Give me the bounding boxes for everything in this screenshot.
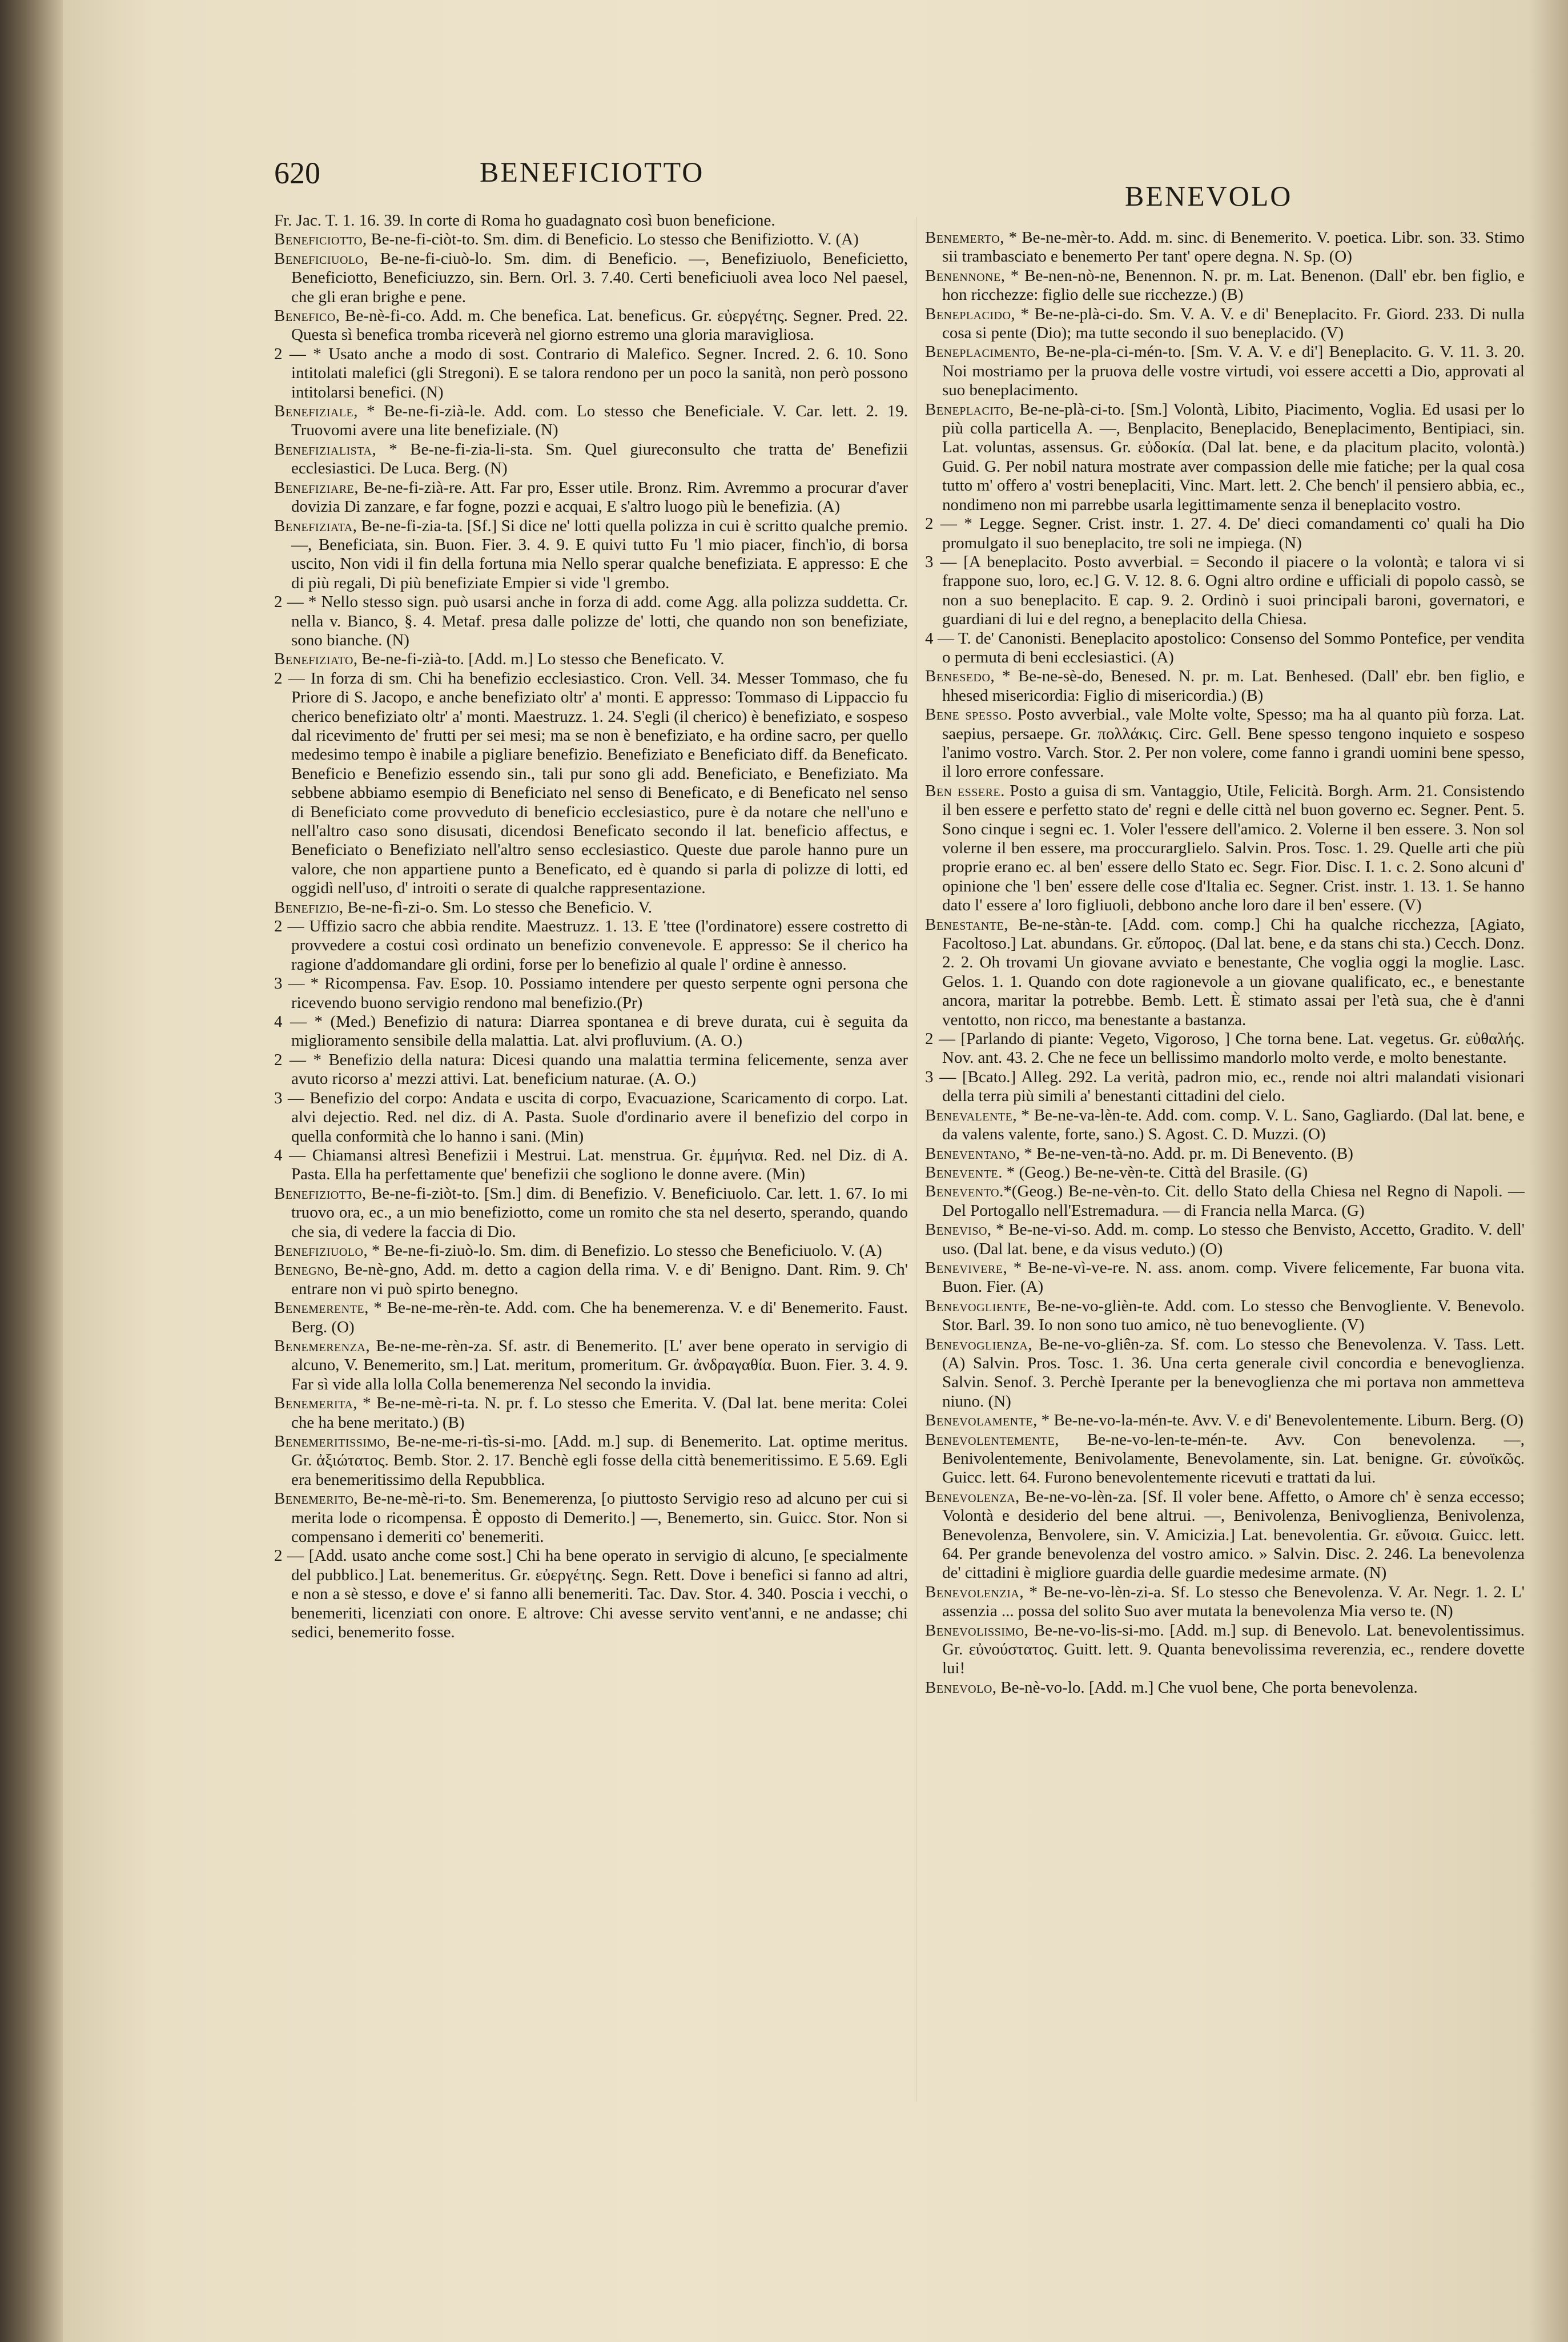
entry-headword: Benevolentemente: [925, 1430, 1055, 1449]
dictionary-entry: [925, 400, 1525, 515]
entry-text: 2 — * Legge. Segner. Crist. instr. 1. 27. 4. De' dieci comandamenti co' quali ha Dio promulgato il suo beneplacito, tre soli ne impiega. (N): [925, 515, 1525, 552]
entry-headword: Beneplacido: [925, 304, 1011, 323]
entry-headword: Benemeritissimo: [274, 1432, 386, 1451]
dictionary-entry: [274, 1241, 908, 1260]
entry-text: , * Be-ne-va-lèn-te. Add. com. comp. V. L. Sano, Gagliardo. (Dal lat. bene, e da valens valente, forte, sano.) S. Agost. C. D. Muzzi. (O): [942, 1106, 1525, 1144]
entry-text: 4 — * (Med.) Benefizio di natura: Diarrea spontanea e di breve durata, cui è seguita da miglioramento sensibile della malattia. Lat. alvi profluvium. (A. O.): [274, 1013, 908, 1050]
entry-text: , Be-ne-fi-ziòt-to. [Sm.] dim. di Benefizio. V. Beneficiuolo. Car. lett. 1. 67. Io mi truovo ora, ec., a un mio benefiziotto, come un romito che sta nel deserto, sperando, quando che sia, di vedere la faccia di Dio.: [291, 1184, 908, 1241]
dictionary-entry: [274, 516, 908, 593]
dictionary-entry: [925, 1144, 1525, 1163]
entry-text: 2 — [Parlando di piante: Vegeto, Vigoroso, ] Che torna bene. Lat. vegetus. Gr. εὐθαλής. Nov. ant. 43. 2. Che ne fece un bellissimo mandorlo molto verde, e molto benestante.: [925, 1030, 1525, 1067]
entry-headword: Beneplacimento: [925, 343, 1036, 361]
dictionary-entry: [925, 304, 1525, 343]
dictionary-entry: [925, 1582, 1525, 1621]
entry-headword: Benefico: [274, 307, 336, 326]
book-gutter-shadow: [0, 0, 63, 2342]
entry-headword: Benevolamente: [925, 1411, 1034, 1430]
right-column: [925, 228, 1525, 2124]
dictionary-entry: [925, 667, 1525, 705]
entry-headword: Benefizialista: [274, 440, 372, 459]
entry-text: , Be-ne-stàn-te. [Add. com. comp.] Chi ha qualche ricchezza, [Agiato, Facoltoso.] Lat. abundans. Gr. εὔπορος. (Dal lat. bene, e da stans chi sta.) Cecch. Donz. 2. 2. Oh trovami Un giovane avviato e benestante, Che voglia oggi la moglie. Lasc. Gelos. 1. 1. Quando con dote ragionevole a un giovane qualificato, ec., e benestante ancora, maritar la potrebbe. Bemb. Lett. È stimato assai per l'età sua, che è d'anni ventotto, non ricco, ma benestante a bastanza.: [942, 915, 1525, 1029]
left-running-head: BENEFICIOTTO: [480, 156, 705, 188]
entry-text: , Be-ne-fi-zià-re. Att. Far pro, Esser utile. Bronz. Rim. Avremmo a procurar d'aver dovizia Di zanzare, e far fogne, pozzi e acquai, E s'altro luogo più le benefizia. (A): [291, 478, 908, 516]
dictionary-entry: [274, 1546, 908, 1642]
entry-text: 3 — * Ricompensa. Fav. Esop. 10. Possiamo intendere per questo serpente ogni persona che ricevendo buono servigio rendono mal benefizio.(Pr): [274, 974, 908, 1012]
dictionary-entry: [925, 343, 1525, 400]
entry-headword: Benestante: [925, 915, 1004, 934]
entry-text: , Be-ne-vo-gliên-za. Sf. com. Lo stesso che Benevolenza. V. Tass. Lett. (A) Salvin. Pros. Tosc. 1. 36. Una certa generale civil concordia e benevoglienza. Salvin. Senof. 3. Perchè Iperante per la benevoglienza che mi portava non ammetteva niuno. (N): [942, 1335, 1525, 1411]
entry-headword: Benemerito: [274, 1489, 354, 1508]
left-column: [274, 211, 908, 2107]
entry-text: , * Be-ne-fi-zià-le. Add. com. Lo stesso che Beneficiale. V. Car. lett. 2. 19. Truovomi avere una lite benefiziale. (N): [291, 402, 908, 440]
entry-text: , Be-ne-plà-ci-to. [Sm.] Volontà, Libito, Piacimento, Voglia. Ed usasi per lo più colla particella A. —, Benplacito, Beneplacido, Beneplacimento, Bentipiaci, sin. Lat. voluntas, assensus. Gr. εὐδοκία. (Dal lat. bene, e da placitum placito, volontà.) Guid. G. Per nobil natura mostrate aver compassion delle mie fatiche; per la qual cosa tutto m' offero a' vostri beneplaciti, Vinc. Mart. lett. 2. Che bench' il pensiero abbia, ec., nondimeno non mi parrebbe usarla legittimamente senza il beneplacito vostro.: [942, 400, 1525, 514]
entry-text: , Be-ne-fi-zià-to. [Add. m.] Lo stesso che Beneficato. V.: [353, 650, 725, 669]
entry-text: 2 — * Benefizio della natura: Dicesi quando una malattia termina felicemente, senza aver avuto ricorso a' mezzi attivi. Lat. beneficium naturae. (A. O.): [274, 1050, 908, 1088]
dictionary-entry: [274, 478, 908, 517]
entry-text: , Be-ne-vo-len-te-mén-te. Avv. Con benevolenza. —, Benivolentemente, Benivolamente, Benevolamente, sin. Lat. benigne. Gr. εὐνοϊκῶς. Guicc. lett. 64. Furono benevolentemente ricevuti e trattati da lui.: [942, 1430, 1525, 1487]
dictionary-entry: [274, 1050, 908, 1089]
entry-text: , Be-nè-fi-co. Add. m. Che benefica. Lat. beneficus. Gr. εὐεργέτης. Segner. Pred. 22. Questa sì benefica tromba riceverà nel giorno estremo una gloria maravigliosa.: [291, 307, 908, 344]
entry-text: , * Be-ne-vì-ve-re. N. ass. anom. comp. Vivere felicemente, Far buona vita. Buon. Fier. (A): [942, 1258, 1525, 1296]
entry-text: , * Be-ne-mè-ri-ta. N. pr. f. Lo stesso che Emerita. V. (Dal lat. bene merita: Colei che ha bene meritato.) (B): [291, 1394, 908, 1432]
dictionary-entry: [274, 917, 908, 974]
entry-text: 4 — Chiamansi altresì Benefizii i Mestrui. Lat. menstrua. Gr. ἐμμήνια. Red. nel Diz. di A. Pasta. Ella ha perfettamente que' benefizii che sogliono le donne avere. (Min): [274, 1146, 908, 1184]
entry-headword: Bene spesso: [925, 705, 1008, 724]
entry-headword: Benevoglienza: [925, 1335, 1028, 1353]
dictionary-entry: [925, 1182, 1525, 1220]
dictionary-entry: [274, 1013, 908, 1051]
dictionary-entry: [925, 1487, 1525, 1583]
entry-headword: Benevogliente: [925, 1296, 1027, 1315]
running-header: [274, 155, 1340, 212]
entry-text: , Be-ne-pla-ci-mén-to. [Sm. V. A. V. e di'] Beneplacito. G. V. 11. 3. 20. Noi mostriamo per la pruova delle vostre virtudi, voi essere accetti a Dio, approvati al suo beneplacimento.: [942, 343, 1525, 400]
entry-headword: Benevivere: [925, 1258, 1003, 1277]
dictionary-entry: [274, 1260, 908, 1299]
entry-text: 2 — In forza di sm. Chi ha benefizio ecclesiastico. Cron. Vell. 34. Messer Tommaso, che fu Priore di S. Jacopo, e anche benefiziato oltr' a' monti. E appresso: Tommaso di Lippaccio fu cherico benefiziato oltr' a' monti. Maestruzz. 1. 24. S'egli (il cherico) è benefiziato, e sospeso dal ricevimento de' frutti per sei mesi; ma se non è benefiziato, e ha ordine sacro, per quello medesimo tempo è inabile a pigliare benefizio. Benefiziato e Beneficiato diff. da Beneficato. Beneficio e Benefizio essendo sin., tali pur sono gli add. Beneficiato, e Benefiziato. Ma sebbene abbiamo esempio di Beneficiato nel senso di Beneficato, e di Beneficato nel senso di Beneficiato come provveduto di beneficio ecclesiastico, pure è da notare che nell'uno e nell'altro caso sono disusati, dicendosi Beneficato secondo il lat. beneficio affectus, e Beneficiato o Benefiziato nell'altro senso ecclesiastico. Queste due parole hanno pure un valore, che non appartiene punto a Beneficato, ed è quando si parla di polizze di lotti, ed oggidì nell'uso, d' introiti o serate di qualche rappresentazione.: [274, 669, 908, 898]
right-running-head: BENEVOLO: [1125, 180, 1293, 212]
entry-text: , * Be-ne-fi-zia-li-sta. Sm. Quel giureconsulto che tratta de' Benefizii ecclesiastici. De Luca. Berg. (N): [291, 440, 908, 478]
entry-text: , * Be-ne-ven-tà-no. Add. pr. m. Di Benevento. (B): [1015, 1144, 1353, 1163]
entry-headword: Benemerenza: [274, 1336, 366, 1355]
entry-headword: Benemerto: [925, 228, 1000, 247]
entry-text: , Be-ne-fi-ciuò-lo. Sm. dim. di Beneficio. —, Benefiziuolo, Beneficietto, Beneficiotto, Beneficiuzzo, sin. Bern. Orl. 3. 7.40. Certi beneficiuoli avea loco Nel paesel, che gli eran brighe e pene.: [291, 249, 908, 306]
dictionary-entry: [274, 1299, 908, 1337]
entry-headword: Beneficiuolo: [274, 249, 364, 268]
dictionary-entry: [274, 669, 908, 898]
dictionary-entry: [925, 228, 1525, 267]
dictionary-entry: [274, 1394, 908, 1432]
dictionary-entry: [274, 1146, 908, 1184]
entry-text: . * (Geog.) Be-ne-vèn-te. Città del Brasile. (G): [998, 1163, 1308, 1182]
entry-headword: Benemerente: [274, 1299, 365, 1317]
dictionary-entry: [274, 307, 908, 345]
dictionary-entry: [274, 249, 908, 307]
dictionary-entry: [925, 915, 1525, 1030]
entry-text: 2 — * Usato anche a modo di sost. Contrario di Malefico. Segner. Incred. 2. 6. 10. Sono intitolati malefici (gli Stregoni). E se talora rendono per un poco la sanità, non però possono intitolarsi benefici. (N): [274, 344, 908, 401]
entry-text: , * Be-ne-plà-ci-do. Sm. V. A. V. e di' Beneplacito. Fr. Giord. 233. Di nulla cosa si pente (Dio); ma tutte secondo il suo beneplacido. (V): [942, 304, 1525, 343]
dictionary-entry: [274, 593, 908, 650]
entry-headword: Benevolenzia: [925, 1582, 1020, 1601]
entry-text: , * Be-ne-vi-so. Add. m. comp. Lo stesso che Benvisto, Accetto, Gradito. V. dell' uso. (Dal lat. bene, e da visus veduto.) (O): [942, 1220, 1525, 1258]
entry-headword: Benennone: [925, 266, 1001, 285]
dictionary-entry: [274, 211, 908, 230]
entry-text: , Be-nè-vo-lo. [Add. m.] Che vuol bene, Che porta benevolenza.: [992, 1678, 1418, 1697]
entry-text: , Be-ne-me-rèn-za. Sf. astr. di Benemerito. [L' aver bene operato in servigio di alcuno, V. Benemerito, sm.] Lat. meritum, promeritum. Gr. ἀνδραγαθία. Buon. Fier. 3. 4. 9. Far sì vide alla lolla Colla benemerenza Nel secondo la invidia.: [291, 1336, 908, 1393]
entry-headword: Beneventano: [925, 1144, 1016, 1163]
entry-text: , * Be-nen-nò-ne, Benennon. N. pr. m. Lat. Benenon. (Dall' ebr. ben figlio, e hon ricchezze: figlio delle sue ricchezze.) (B): [942, 266, 1525, 304]
dictionary-entry: [274, 974, 908, 1013]
dictionary-entry: [274, 1088, 908, 1146]
dictionary-entry: [925, 1067, 1525, 1106]
dictionary-entry: [274, 650, 908, 669]
entry-text: , * Be-ne-vo-la-mén-te. Avv. V. e di' Benevolentemente. Liburn. Berg. (O): [1033, 1411, 1524, 1430]
entry-headword: Benevolissimo: [925, 1621, 1024, 1640]
entry-text: , Be-ne-me-ri-tìs-si-mo. [Add. m.] sup. di Benemerito. Lat. optime meritus. Gr. ἀξιώτατος. Bemb. Stor. 2. 17. Benchè egli fosse della città benemeritissimo. E 5.69. Egli era benemeritissimo della Repubblica.: [291, 1432, 908, 1489]
entry-text: , * Be-ne-vo-lèn-zi-a. Sf. Lo stesso che Benevolenza. V. Ar. Negr. 1. 2. L' assenzia ... possa del solito Suo aver mutata la benevolenza Mia verso te. (N): [942, 1582, 1525, 1621]
dictionary-entry: [274, 344, 908, 402]
page-edge-shadow: [1528, 0, 1568, 2342]
entry-text: , * Be-ne-mèr-to. Add. m. sinc. di Benemerito. V. poetica. Libr. son. 33. Stimo sii trambasciato e benemerto Per tant' opere degna. N. Sp. (O): [942, 228, 1525, 266]
dictionary-entry: [925, 1163, 1525, 1182]
entry-headword: Benegno: [274, 1260, 335, 1279]
dictionary-entry: [925, 1106, 1525, 1144]
entry-headword: Beneviso: [925, 1220, 987, 1239]
dictionary-entry: [274, 898, 908, 917]
entry-text: 4 — T. de' Canonisti. Beneplacito apostolico: Consenso del Sommo Pontefice, per vendita o permuta di beni ecclesiastici. (A): [925, 629, 1525, 666]
entry-headword: Benefiziata: [274, 516, 353, 535]
dictionary-entry: [274, 1489, 908, 1546]
entry-headword: Benefizio: [274, 898, 339, 917]
dictionary-entry: [925, 552, 1525, 629]
dictionary-entry: [925, 1430, 1525, 1488]
entry-text: 3 — Benefizio del corpo: Andata e uscita di corpo, Evacuazione, Scaricamento di corpo. Lat. alvi dejectio. Red. nel diz. di A. Pasta. Suole d'ordinario avere il benefizio del corpo in quella conformità che lo hanno i sani. (Min): [274, 1088, 908, 1146]
entry-text: , * Be-ne-me-rèn-te. Add. com. Che ha benemerenza. V. e di' Benemerito. Faust. Berg. (O): [291, 1299, 908, 1336]
entry-headword: Benefiziare: [274, 478, 355, 497]
entry-text: . Posto avverbial., vale Molte volte, Spesso; ma ha al quanto più forza. Lat. saepius, persaepe. Gr. πολλάκις. Circ. Gell. Bene spesso tengono inquieto e sospeso l'animo vostro. Varch. Stor. 2. Per non volere, come fanno i grandi uomini bene spesso, il loro errore confessare.: [942, 705, 1525, 781]
entry-text: , Be-ne-vo-glièn-te. Add. com. Lo stesso che Benvogliente. V. Benevolo. Stor. Barl. 39. Io non sono tuo amico, nè tuo benevogliente. (V): [942, 1296, 1525, 1335]
page-number: 620: [274, 156, 320, 190]
entry-headword: Beneficiotto: [274, 230, 363, 249]
entry-text: 2 — [Add. usato anche come sost.] Chi ha bene operato in servigio di alcuno, [e specialmente del pubblico.] Lat. benemeritus. Gr. εὐεργέτης. Segn. Rett. Dove i benefìci si fanno ad altri, e non a sè stesso, e dove e' si fanno alli benemeriti. Tac. Dav. Stor. 4. 340. Poscia i vecchi, o benemeriti, licenziati con onore. E altrove: Chi avesse servito vent'anni, e ne andasse; chi sedici, benemerito fosse.: [274, 1546, 908, 1642]
dictionary-entry: [925, 1678, 1525, 1697]
entry-text: Fr. Jac. T. 1. 16. 39. In corte di Roma ho guadagnato così buon beneficione.: [274, 211, 775, 230]
entry-text: , Be-nè-gno, Add. m. detto a cagion della rima. V. e di' Benigno. Dant. Rim. 9. Ch' entrare non vi può spirto benegno.: [291, 1260, 908, 1298]
dictionary-entry: [274, 230, 908, 249]
entry-text: , Be-ne-vo-lis-si-mo. [Add. m.] sup. di Benevolo. Lat. benevolentissimus. Gr. εὐνούστατος. Guitt. lett. 9. Quanta benevolissima reverenzia, ec., rendere dovette lui!: [942, 1621, 1525, 1678]
entry-headword: Benefiziato: [274, 650, 353, 669]
dictionary-entry: [925, 1296, 1525, 1335]
entry-text: 2 — * Nello stesso sign. può usarsi anche in forza di add. come Agg. alla polizza suddetta. Cr. nella v. Bianco, §. 4. Metaf. presa dalle polizze de' lotti, che quando non son benefiziate, sono bianche. (N): [274, 593, 908, 649]
entry-text: , Be-ne-vo-lèn-za. [Sf. Il voler bene. Affetto, o Amore ch' è senza eccesso; Volontà e desiderio del bene altrui. —, Benivolenza, Benivoglienza, Benivolenza, Benevolenza, Benvolere, sin. V. Amicizia.] Lat. benevolentia. Gr. εὔνοια. Guicc. lett. 64. Per grande benevolenza del vostro amico. » Salvin. Disc. 2. 246. La benevolenza de' cittadini è migliore guardia delle guardie medesime armate. (N): [942, 1487, 1525, 1582]
dictionary-entry: [274, 1432, 908, 1489]
dictionary-entry: [925, 1335, 1525, 1412]
dictionary-entry: [925, 705, 1525, 782]
entry-text: , Be-ne-mè-ri-to. Sm. Benemerenza, [o piuttosto Servigio reso ad alcuno per cui si merita lode o ricompensa. È opposto di Demerito.] —, Benemerto, sin. Guicc. Stor. Non si compensano i demeriti co' benemeriti.: [291, 1489, 908, 1546]
entry-headword: Benevolo: [925, 1678, 992, 1697]
entry-text: , Be-ne-fi-ciòt-to. Sm. dim. di Beneficio. Lo stesso che Benifiziotto. V. (A): [362, 230, 859, 249]
dictionary-entry: [925, 266, 1525, 305]
entry-headword: Benesedo: [925, 667, 991, 686]
dictionary-entry: [925, 1621, 1525, 1678]
entry-text: . Posto a guisa di sm. Vantaggio, Utile, Felicità. Borgh. Arm. 21. Consistendo il ben essere e perfetto stato de' regni e delle città nel buon governo ec. Segner. Pent. 5. Sono cinque i segni ec. 1. Voler l'essere dell'amico. 2. Volerne il ben essere. 3. Non sol volerne il ben essere, ma proccurarglielo. Salvin. Pros. Tosc. 1. 29. Quelle arti che più proprie erano ec. al ben' essere dello Stato ec. Segr. Fior. Disc. I. 1. c. 2. Sono alcuni d' opinione che 'l ben' essere delle cose d'Italia ec. Segner. Crist. instr. 1. 13. 1. Se hanno dato l' essere a' loro figliuoli, debbono anche loro dare il ben' essere. (V): [942, 781, 1525, 915]
dictionary-entry: [925, 1220, 1525, 1259]
entry-text: 3 — [A beneplacito. Posto avverbial. = Secondo il piacere o la volontà; e talora vi si frappone suo, loro, ec.] G. V. 12. 8. 6. Ogni altro ordine e ufficiali di popolo cassò, se non a suo beneplacito. E cap. 9. 2. Ordinò i suoi principali baroni, governatori, e guardiani di lui e del regno, a beneplacito della Chiesa.: [925, 552, 1525, 629]
entry-headword: Benevalente: [925, 1106, 1013, 1124]
entry-headword: Benevento: [925, 1182, 1000, 1201]
dictionary-entry: [925, 781, 1525, 915]
entry-headword: Benefiziotto: [274, 1184, 362, 1203]
entry-headword: Benefiziale: [274, 402, 354, 421]
entry-text: .*(Geog.) Be-ne-vèn-to. Cit. dello Stato della Chiesa nel Regno di Napoli. — Del Portogallo nell'Estremadura. — di Francia nella Marca. (G): [942, 1182, 1525, 1220]
dictionary-entry: [925, 1030, 1525, 1068]
entry-headword: Beneplacito: [925, 400, 1010, 419]
dictionary-entry: [274, 1336, 908, 1394]
dictionary-entry: [274, 1184, 908, 1242]
entry-text: , * Be-ne-sè-do, Benesed. N. pr. m. Lat. Benhesed. (Dall' ebr. ben figlio, e hhesed misericordia: Figlio di misericordia.) (B): [942, 667, 1525, 705]
entry-headword: Ben essere: [925, 781, 1001, 800]
dictionary-entry: [925, 1258, 1525, 1297]
dictionary-entry: [274, 440, 908, 479]
entry-headword: Benefiziuolo: [274, 1241, 364, 1260]
entry-text: , * Be-ne-fi-ziuò-lo. Sm. dim. di Benefizio. Lo stesso che Beneficiuolo. V. (A): [363, 1241, 882, 1260]
entry-headword: Benevente: [925, 1163, 999, 1182]
entry-text: , Be-ne-fi-zia-ta. [Sf.] Si dice ne' lotti quella polizza in cui è scritto qualche premio. —, Beneficiata, sin. Buon. Fier. 3. 4. 9. E quivi tutto Fu 'l mio piacer, finch'io, di borsa uscito, Non vidi il fin della fortuna mia Nello sperar qualche benefiziata. E appresso: E che di più regali, Di più benefiziate Empier si vide 'l grembo.: [291, 516, 908, 592]
entry-text: 3 — [Bcato.] Alleg. 292. La verità, padron mio, ec., rende noi altri malandati visionari della terra più simili a' benestanti cittadini del cielo.: [925, 1067, 1525, 1106]
entry-text: , Be-ne-fì-zi-o. Sm. Lo stesso che Beneficio. V.: [339, 898, 653, 917]
dictionary-entry: [274, 402, 908, 440]
entry-text: 2 — Uffizio sacro che abbia rendite. Maestruzz. 1. 13. E 'ttee (l'ordinatore) essere costretto di provvedere a costui così ordinato un benefizio convenevole. E appresso: Se il cherico ha ragione d'addomandare gli ordini, forse per lo benefizio al quale l' ordine è annesso.: [274, 917, 908, 974]
dictionary-entry: [925, 515, 1525, 553]
dictionary-entry: [925, 629, 1525, 668]
dictionary-entry: [925, 1411, 1525, 1430]
entry-headword: Benevolenza: [925, 1487, 1016, 1506]
entry-headword: Benemerita: [274, 1394, 353, 1413]
